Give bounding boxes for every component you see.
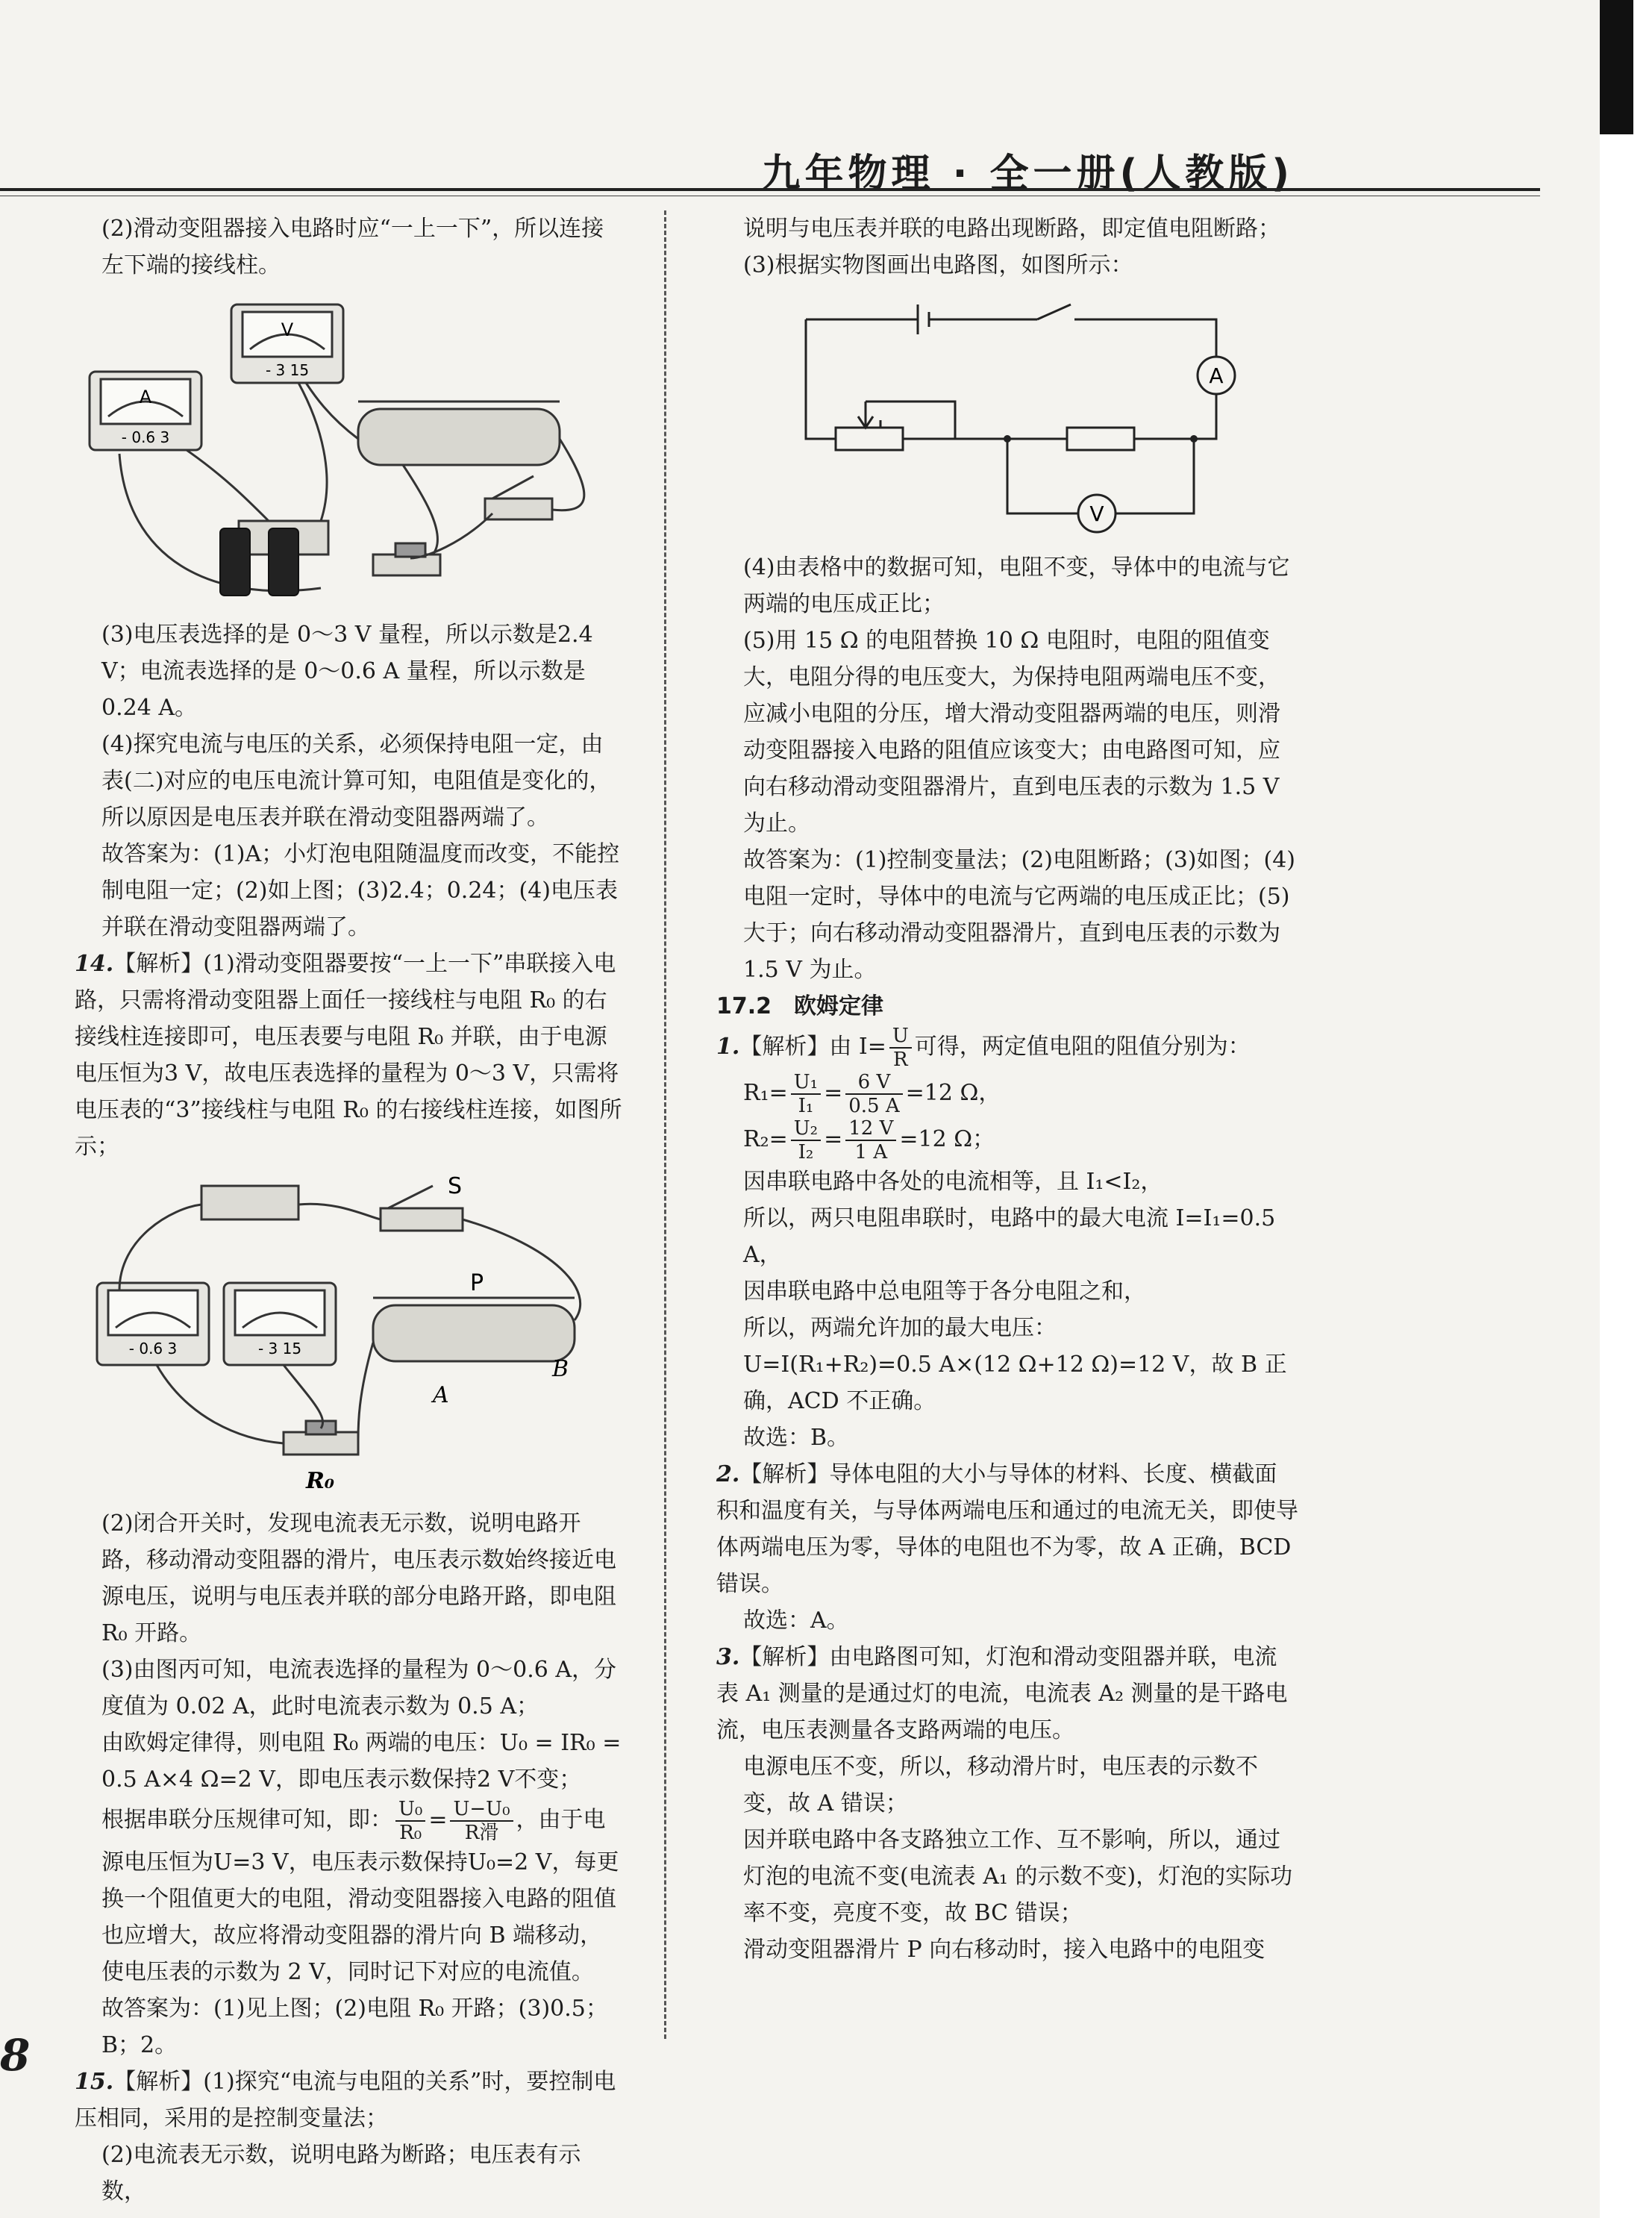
scan-edge-mark [1600, 0, 1633, 134]
paragraph: (5)用 15 Ω 的电阻替换 10 Ω 电阻时，电阻的阻值变大，电阻分得的电压变大，为保持电阻两端电压不变，应减小电阻的分压，增大滑动变阻器两端的电压，则滑动变阻器接入电路的阻值应该变大；由电路图可知，应向右移动滑动变阻器滑片，直到电压表的示数为 1.5 V 为止。 [743, 628, 1280, 837]
paragraph: 滑动变阻器滑片 P 向右移动时，接入电路中的电阻变 [743, 1937, 1265, 1963]
paragraph: 故答案为：(1)A；小灯泡电阻随温度而改变，不能控制电阻一定；(2)如上图；(3)2.4；0.24；(4)电压表并联在滑动变阻器两端了。 [101, 841, 620, 940]
fraction: $\frac{U}{R}$ [889, 1025, 912, 1071]
question-number: 15. [75, 2069, 114, 2095]
column-divider [664, 210, 666, 2039]
question-number: 3. [716, 1644, 740, 1670]
paragraph: (4)探究电流与电压的关系，必须保持电阻一定，由表(二)对应的电压电流计算可知，电阻值是变化的，所以原因是电压表并联在滑动变阻器两端了。 [101, 731, 612, 831]
section-heading: 17.2 欧姆定律 [716, 993, 884, 1019]
fraction: $\frac{6 V}{0.5 A}$ [845, 1071, 902, 1117]
scan-edge [1600, 0, 1652, 2218]
terminal-b-label: B [552, 1356, 569, 1382]
voltmeter-ticks: - 3 15 [257, 1340, 302, 1358]
question-1: 1.【解析】由 I= $\frac{U}{R}$ 可得，两定值电阻的阻值分别为： [716, 1025, 1251, 1071]
page-number: 8 [0, 2030, 31, 2081]
question-number: 14. [75, 951, 114, 977]
paragraph: (2)闭合开关时，发现电流表无示数，说明电路开路，移动滑动变阻器的滑片，电压表示数始终接近电源电压，说明与电压表并联的部分电路开路，即电阻 R₀ 开路。 [101, 1511, 616, 1646]
figure-circuit-photo-1 [75, 290, 623, 610]
paragraph: 因并联电路中各支路独立工作、互不影响，所以，通过灯泡的电流不变(电流表 A₁ 的示数不变)，灯泡的实际功率不变，亮度不变，故 BC 错误； [743, 1827, 1293, 1926]
paragraph: 故答案为：(1)见上图；(2)电阻 R₀ 开路；(3)0.5；B；2。 [101, 1996, 608, 2058]
paragraph: 因串联电路中各处的电流相等，且 I₁<I₂， [743, 1169, 1163, 1195]
terminal-a-label: A [433, 1382, 449, 1408]
paragraph-with-fraction: 根据串联分压规律可知，即： $\frac{\text{U₀}}{\text{R₀}}$ = $\frac{\text{U−U₀}}{\text{R滑}}$ ，由于电源电压恒为U=3 V，电压表示数保持U₀=2 V，每更换一个阻值更大的电阻，滑动变阻器接入电路的阻值也应增大，故应将滑动变阻器的滑片向 B 端移动，使电压表的示数为 2 V，同时记下对应的电流值。 [101, 1798, 619, 1985]
switch-label: S [448, 1173, 463, 1199]
paragraph: 所以，两只电阻串联时，电路中的最大电流 I=I₁=0.5 A， [743, 1205, 1276, 1268]
paragraph: (2)电流表无示数，说明电路为断路；电压表有示数， [101, 2142, 581, 2205]
paragraph: 故选：A。 [743, 1608, 849, 1634]
paragraph: 由欧姆定律得，则电阻 R₀ 两端的电压：U₀ = IR₀ = 0.5 A×4 Ω=2 V，即电压表示数保持2 V不变； [101, 1730, 622, 1793]
paragraph: 故选：B。 [743, 1425, 850, 1451]
fraction: $\frac{\text{U₁}}{\text{I₁}}$ [791, 1071, 821, 1117]
equation-r1: R₁= $\frac{\text{U₁}}{\text{I₁}}$ = $\frac{6 V}{0.5 A}$ =12 Ω， [743, 1071, 1001, 1117]
voltmeter-ticks: - 3 15 [265, 361, 310, 379]
header-rule [0, 188, 1540, 191]
ammeter-ticks: - 0.6 3 [128, 1340, 178, 1358]
fraction: $\frac{\text{U₀}}{\text{R₀}}$ [395, 1798, 425, 1844]
paragraph: (4)由表格中的数据可知，电阻不变，导体中的电流与它两端的电压成正比； [743, 554, 1290, 617]
figure-circuit-diagram [716, 290, 1298, 543]
circuit-photo-illustration [75, 1171, 623, 1499]
fraction: $\frac{12 V}{1 A}$ [845, 1117, 896, 1163]
question-15 [75, 2064, 623, 2137]
paragraph: (3)根据实物图画出电路图，如图所示： [743, 252, 1133, 278]
circuit-diagram [716, 290, 1298, 543]
left-column [75, 210, 623, 2210]
paragraph: 所以，两端允许加的最大电压： [743, 1315, 1057, 1341]
paragraph: U=I(R₁+R₂)=0.5 A×(12 Ω+12 Ω)=12 V，故 B 正确，ACD 不正确。 [743, 1352, 1287, 1414]
question-3: 3.【解析】由电路图可知，灯泡和滑动变阻器并联，电流表 A₁ 测量的是通过灯的电流，电流表 A₂ 测量的是干路电流，电压表测量各支路两端的电压。 [716, 1644, 1288, 1743]
voltmeter-label: V [281, 319, 294, 340]
question-14 [75, 946, 623, 1165]
question-2: 2.【解析】导体电阻的大小与导体的材料、长度、横截面积和温度有关，与导体两端电压和通过的电流无关，即使导体两端电压为零，导体的电阻也不为零，故 A 正确，BCD 错误。 [716, 1461, 1298, 1597]
question-text: 【解析】(1)滑动变阻器要按“一上一下”串联接入电路，只需将滑动变阻器上面任一接线柱与电阻 R₀ 的右接线柱连接即可，电压表要与电阻 R₀ 并联，由于电源电压恒为3 V，故电压表选择的量程为 0～3 V，只需将电压表的“3”接线柱与电阻 R₀ 的右接线柱连接，如图所示； [75, 951, 622, 1160]
paragraph: 说明与电压表并联的电路出现断路，即定值电阻断路； [743, 216, 1280, 242]
paragraph: 电源电压不变，所以，移动滑片时，电压表的示数不变，故 A 错误； [743, 1754, 1258, 1816]
circuit-photo-illustration [75, 290, 623, 610]
ammeter-ticks: - 0.6 3 [121, 428, 170, 446]
figure-circuit-photo-2 [75, 1171, 623, 1499]
right-column [716, 210, 1298, 1968]
ammeter-symbol-label: A [1209, 363, 1224, 388]
paragraph: (3)由图丙可知，电流表选择的量程为 0～0.6 A，分度值为 0.02 A，此时电流表示数为 0.5 A； [101, 1657, 617, 1719]
paragraph: (3)电压表选择的是 0～3 V 量程，所以示数是2.4 V；电流表选择的是 0～0.6 A 量程，所以示数是0.24 A。 [101, 622, 593, 721]
paragraph: (2)滑动变阻器接入电路时应“一上一下”，所以连接左下端的接线柱。 [101, 216, 604, 278]
question-number: 2. [716, 1461, 740, 1487]
page-header-title: 九年物理 · 全一册(人教版) [761, 151, 1294, 196]
paragraph: 因串联电路中总电阻等于各分电阻之和， [743, 1278, 1146, 1305]
question-text: 【解析】(1)探究“电流与电阻的关系”时，要控制电压相同，采用的是控制变量法； [75, 2069, 616, 2131]
fraction: $\frac{\text{U−U₀}}{\text{R滑}}$ [450, 1798, 513, 1844]
question-number: 1. [716, 1034, 740, 1060]
resistor-r0-label: R₀ [306, 1468, 335, 1494]
fraction: $\frac{\text{U₂}}{\text{I₂}}$ [791, 1117, 821, 1163]
slider-label: P [470, 1270, 484, 1296]
paragraph: 故答案为：(1)控制变量法；(2)电阻断路；(3)如图；(4)电阻一定时，导体中的电流与它两端的电压成正比；(5)大于；向右移动滑动变阻器滑片，直到电压表的示数为 1.5 V 为止。 [743, 847, 1295, 983]
ammeter-label: A [139, 387, 152, 407]
equation-r2: R₂= $\frac{\text{U₂}}{\text{I₂}}$ = $\frac{12 V}{1 A}$ =12 Ω； [743, 1117, 995, 1163]
voltmeter-symbol-label: V [1089, 502, 1104, 526]
